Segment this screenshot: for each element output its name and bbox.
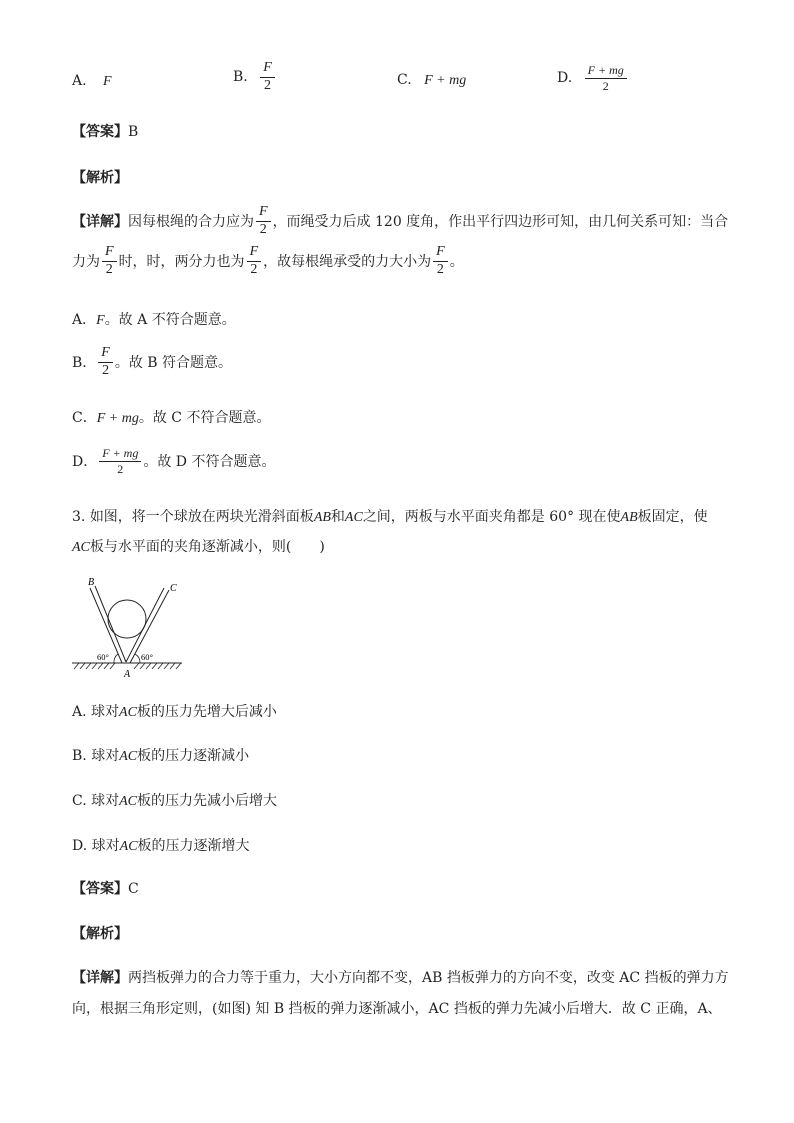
fraction-numerator: F	[247, 245, 262, 262]
option-value: F + mg	[96, 411, 139, 426]
option-prefix: D．	[72, 454, 98, 471]
angle-arc-right	[135, 654, 140, 663]
detail-line-2	[72, 245, 464, 277]
board-ac: AC	[119, 839, 138, 854]
fraction-denominator: 2	[105, 261, 113, 277]
answer-value: B	[128, 124, 139, 140]
q3-detail-line-1	[72, 967, 729, 987]
fraction	[247, 245, 262, 277]
stem-text: 如图，将一个球放在两块光滑斜面板	[89, 509, 314, 525]
fraction-numerator: F	[98, 346, 113, 363]
fraction-numerator: F	[256, 205, 271, 222]
detail-label: 【详解】	[72, 970, 128, 986]
q3-option-b[interactable]	[72, 745, 249, 765]
option-prefix: B．	[72, 355, 97, 372]
detail-text: 。	[449, 254, 464, 271]
fraction-denominator: 2	[259, 221, 267, 237]
option-text: 板的压力逐渐减小	[137, 748, 250, 764]
fraction-numerator: F + mg	[99, 447, 141, 462]
detail-label: 【详解】	[72, 214, 128, 231]
detail-text: 时，时，两分力也为	[118, 254, 245, 271]
fraction	[102, 245, 117, 277]
board-ac: AC	[119, 794, 138, 809]
fraction	[585, 64, 627, 92]
explain-d	[72, 447, 275, 475]
stem-text: 板与水平面的夹角逐渐减小，则( )	[89, 539, 325, 555]
fraction	[98, 346, 113, 378]
detail-text: ，故每根绳承受的力大小为	[263, 254, 432, 271]
explain-text: 。故 C 不符合题意。	[138, 410, 271, 426]
option-value: F	[103, 74, 112, 89]
option-d-prev	[557, 64, 629, 92]
option-prefix: B.	[72, 748, 87, 764]
fraction-denominator: 2	[263, 77, 271, 93]
answer-label: 【答案】	[72, 881, 128, 897]
stem-text: 之间，两板与水平面夹角都是 60° 现在使	[362, 509, 621, 525]
option-label: B.	[233, 69, 248, 86]
option-text: 球对	[91, 704, 120, 720]
detail-text: ，而绳受力后成 120 度角，作出平行四边形可知，由几何关系可知：当合	[272, 214, 729, 231]
detail-text: 力为	[72, 254, 100, 271]
question-number: 3.	[72, 509, 86, 525]
angle-right-label: 60°	[141, 652, 153, 662]
board-ac: AC	[72, 540, 90, 555]
explain-b	[72, 346, 232, 378]
board-ac: AC	[119, 749, 138, 764]
detail-text: 两挡板弹力的合力等于重力，大小方向都不变，AB 挡板弹力的方向不变，改变 AC 挡板的弹力方	[128, 970, 729, 986]
option-value: F + mg	[424, 73, 467, 88]
fraction-numerator: F	[260, 61, 275, 78]
board-ab: AB	[313, 510, 331, 525]
explain-text: 。故 A 不符合题意。	[104, 312, 236, 328]
option-prefix: A.	[72, 704, 87, 720]
explain-text: 。故 D 不符合题意。	[143, 454, 276, 471]
detail-text: 向，根据三角形定则，(如图) 知 B 挡板的弹力逐渐减小，AC 挡板的弹力先减小后增大．故 C 正确，A、	[72, 1001, 722, 1017]
detail-line-1	[72, 205, 728, 237]
option-prefix: C.	[72, 793, 87, 809]
option-label: D.	[557, 70, 573, 87]
q3-stem-line-1	[72, 507, 708, 528]
ball	[108, 600, 146, 638]
fraction-denominator: 2	[436, 261, 444, 277]
option-label: C.	[397, 72, 412, 88]
fraction-denominator: 2	[602, 78, 609, 93]
option-label: A.	[72, 73, 87, 89]
q3-option-d[interactable]	[72, 835, 250, 855]
fraction-denominator: 2	[102, 362, 110, 378]
answer-line	[72, 121, 138, 141]
angle-arc-left	[114, 654, 118, 663]
option-text: 板的压力先增大后减小	[136, 704, 277, 720]
board-ab: AB	[620, 510, 638, 525]
option-a-prev	[72, 73, 112, 90]
fraction-numerator: F	[102, 245, 117, 262]
board-ac: AC	[344, 510, 363, 525]
q3-detail-line-2	[72, 998, 722, 1018]
explain-a	[72, 309, 236, 329]
q3-analysis-label: 【解析】	[72, 926, 128, 942]
fraction	[260, 61, 275, 93]
detail-text: 因每根绳的合力应为	[128, 214, 254, 231]
option-prefix: C．	[72, 410, 97, 426]
q3-answer-line	[72, 878, 139, 898]
q3-option-c[interactable]	[72, 790, 277, 810]
answer-label: 【答案】	[72, 124, 128, 140]
label-c: C	[170, 583, 177, 594]
label-b: B	[88, 577, 95, 588]
fraction-denominator: 2	[250, 261, 258, 277]
option-text: 球对	[91, 838, 120, 854]
incline-boards-figure	[70, 574, 186, 680]
option-b-prev	[233, 61, 277, 93]
option-prefix: A．	[72, 312, 97, 328]
angle-left-label: 60°	[97, 652, 109, 662]
label-a: A	[124, 669, 131, 680]
option-prefix: D.	[72, 838, 88, 854]
fraction-numerator: F + mg	[585, 64, 627, 79]
analysis-label: 【解析】	[72, 170, 128, 186]
stem-text: 板固定，使	[637, 509, 708, 525]
q3-stem-line-2	[72, 537, 325, 558]
fraction-numerator: F	[433, 245, 448, 262]
option-value: F	[96, 313, 105, 328]
answer-value: C	[128, 881, 139, 897]
fraction-denominator: 2	[117, 461, 124, 476]
explain-text: 。故 B 符合题意。	[114, 355, 233, 372]
option-text: 板的压力逐渐增大	[137, 838, 250, 854]
option-c-prev	[397, 72, 466, 89]
option-text: 球对	[91, 748, 120, 764]
fraction	[99, 447, 141, 475]
explain-c	[72, 407, 270, 427]
fraction	[433, 245, 448, 277]
option-text: 球对	[91, 793, 120, 809]
board-ac: AC	[119, 705, 137, 720]
stem-text: 和	[330, 509, 345, 525]
option-text: 板的压力先减小后增大	[137, 793, 278, 809]
fraction	[256, 205, 271, 237]
q3-option-a[interactable]	[72, 701, 277, 721]
